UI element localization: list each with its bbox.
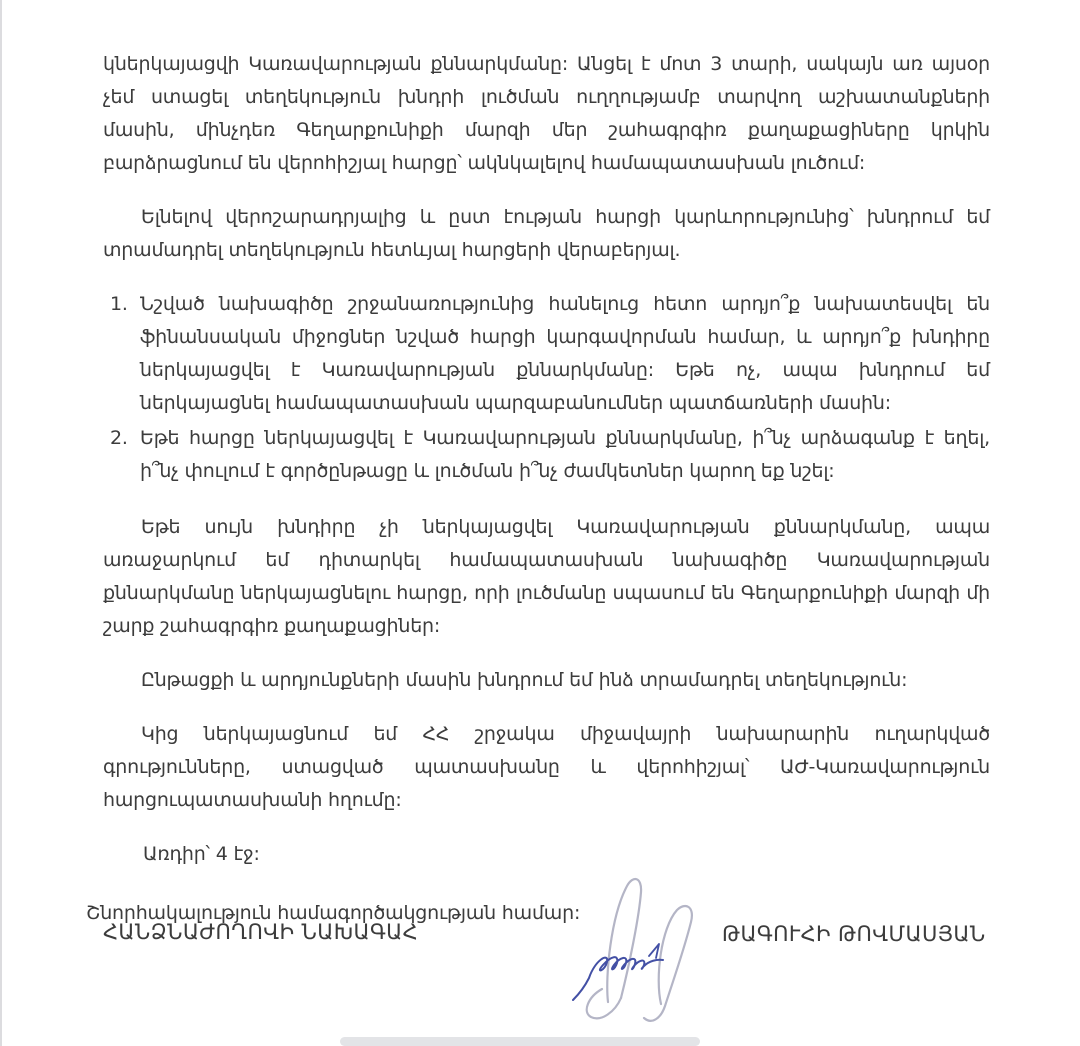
thanks-line: Շնորհակալություն համագործակցության համար: — [86, 902, 581, 924]
list-number: 2. — [110, 427, 128, 449]
document-body — [86, 48, 990, 930]
list-item-text: Եթե հարցը ներկայացվել է Կառավարության քննարկմանը, ի՞նչ արձագանք է եղել, ի՞նչ փուլում է գործընթացը և լուծման ի՞նչ ժամկետներ կարող եք նշել: — [140, 427, 990, 482]
paragraph-progress-request: Ընթացքի և արդյունքների մասին խնդրում եմ ինձ տրամադրել տեղեկություն: — [141, 669, 908, 691]
paragraph-intro: Ելնելով վերոշարադրյալից և ըստ էության հարցի կարևորությունից՝ խնդրում եմ տրամադրել տեղեկություն հետևյալ հարցերի վերաբերյալ. — [103, 206, 990, 261]
scan-edge — [0, 0, 2, 1046]
list-item — [103, 422, 990, 488]
paragraph-continuation: կներկայացվի Կառավարության քննարկմանը: Անցել է մոտ 3 տարի, սակայն առ այսօր չեմ ստացել տեղեկություն խնդրի լուծման ուղղությամբ տարվող աշխատանքների մասին, մինչդեռ Գեղարքունիքի մարզի մեր շահագրգիռ քաղաքացիները կրկին բարձրացնում են վերոհիշյալ հարցը՝ ակնկալելով համապատասխան լուծում: — [103, 53, 990, 174]
list-item-text: Նշված նախագիծը շրջանառությունից հանելուց հետո արդյո՞ք նախատեսվել են ֆինանսական միջոցներ նշված հարցի կարգավորման համար, և արդյո՞ք խնդիրը ներկայացվել է Կառավարության քննարկմանը: Եթե ոչ, ապա խնդրում եմ ներկայացնել համապատասխան պարզաբանումներ պատճառների մասին: — [140, 293, 990, 414]
bottom-bar — [340, 1037, 700, 1046]
list-item — [103, 288, 990, 420]
numbered-list — [103, 288, 990, 488]
signature-ink — [553, 866, 773, 1031]
attachment-line: Առդիր՝ 4 էջ: — [143, 843, 260, 865]
chairman-title: ՀԱՆՁՆԱԺՈՂՈՎԻ ՆԱԽԱԳԱՀ — [103, 920, 419, 944]
list-number: 1. — [110, 293, 128, 315]
signer-name: ԹԱԳՈՒՀԻ ԹՈՎՄԱՍՅԱՆ — [722, 922, 986, 946]
paragraph-proposal: Եթե սույն խնդիրը չի ներկայացվել Կառավարության քննարկմանը, ապա առաջարկում եմ դիտարկել համապատասխան նախագիծը Կառավարության քննարկմանը ներկայացնելու հարցը, որի լուծմանը սպասում են Գեղարքունիքի մարզի մի շարք շահագրգիռ քաղաքացիներ: — [103, 516, 990, 637]
paragraph-attachments-note: Կից ներկայացնում եմ ՀՀ շրջակա միջավայրի նախարարին ուղարկված գրությունները, ստացված պատասխանը և վերոհիշյալ՝ ԱԺ-Կառավարություն հարցուպատասխանի հղումը: — [103, 723, 990, 811]
